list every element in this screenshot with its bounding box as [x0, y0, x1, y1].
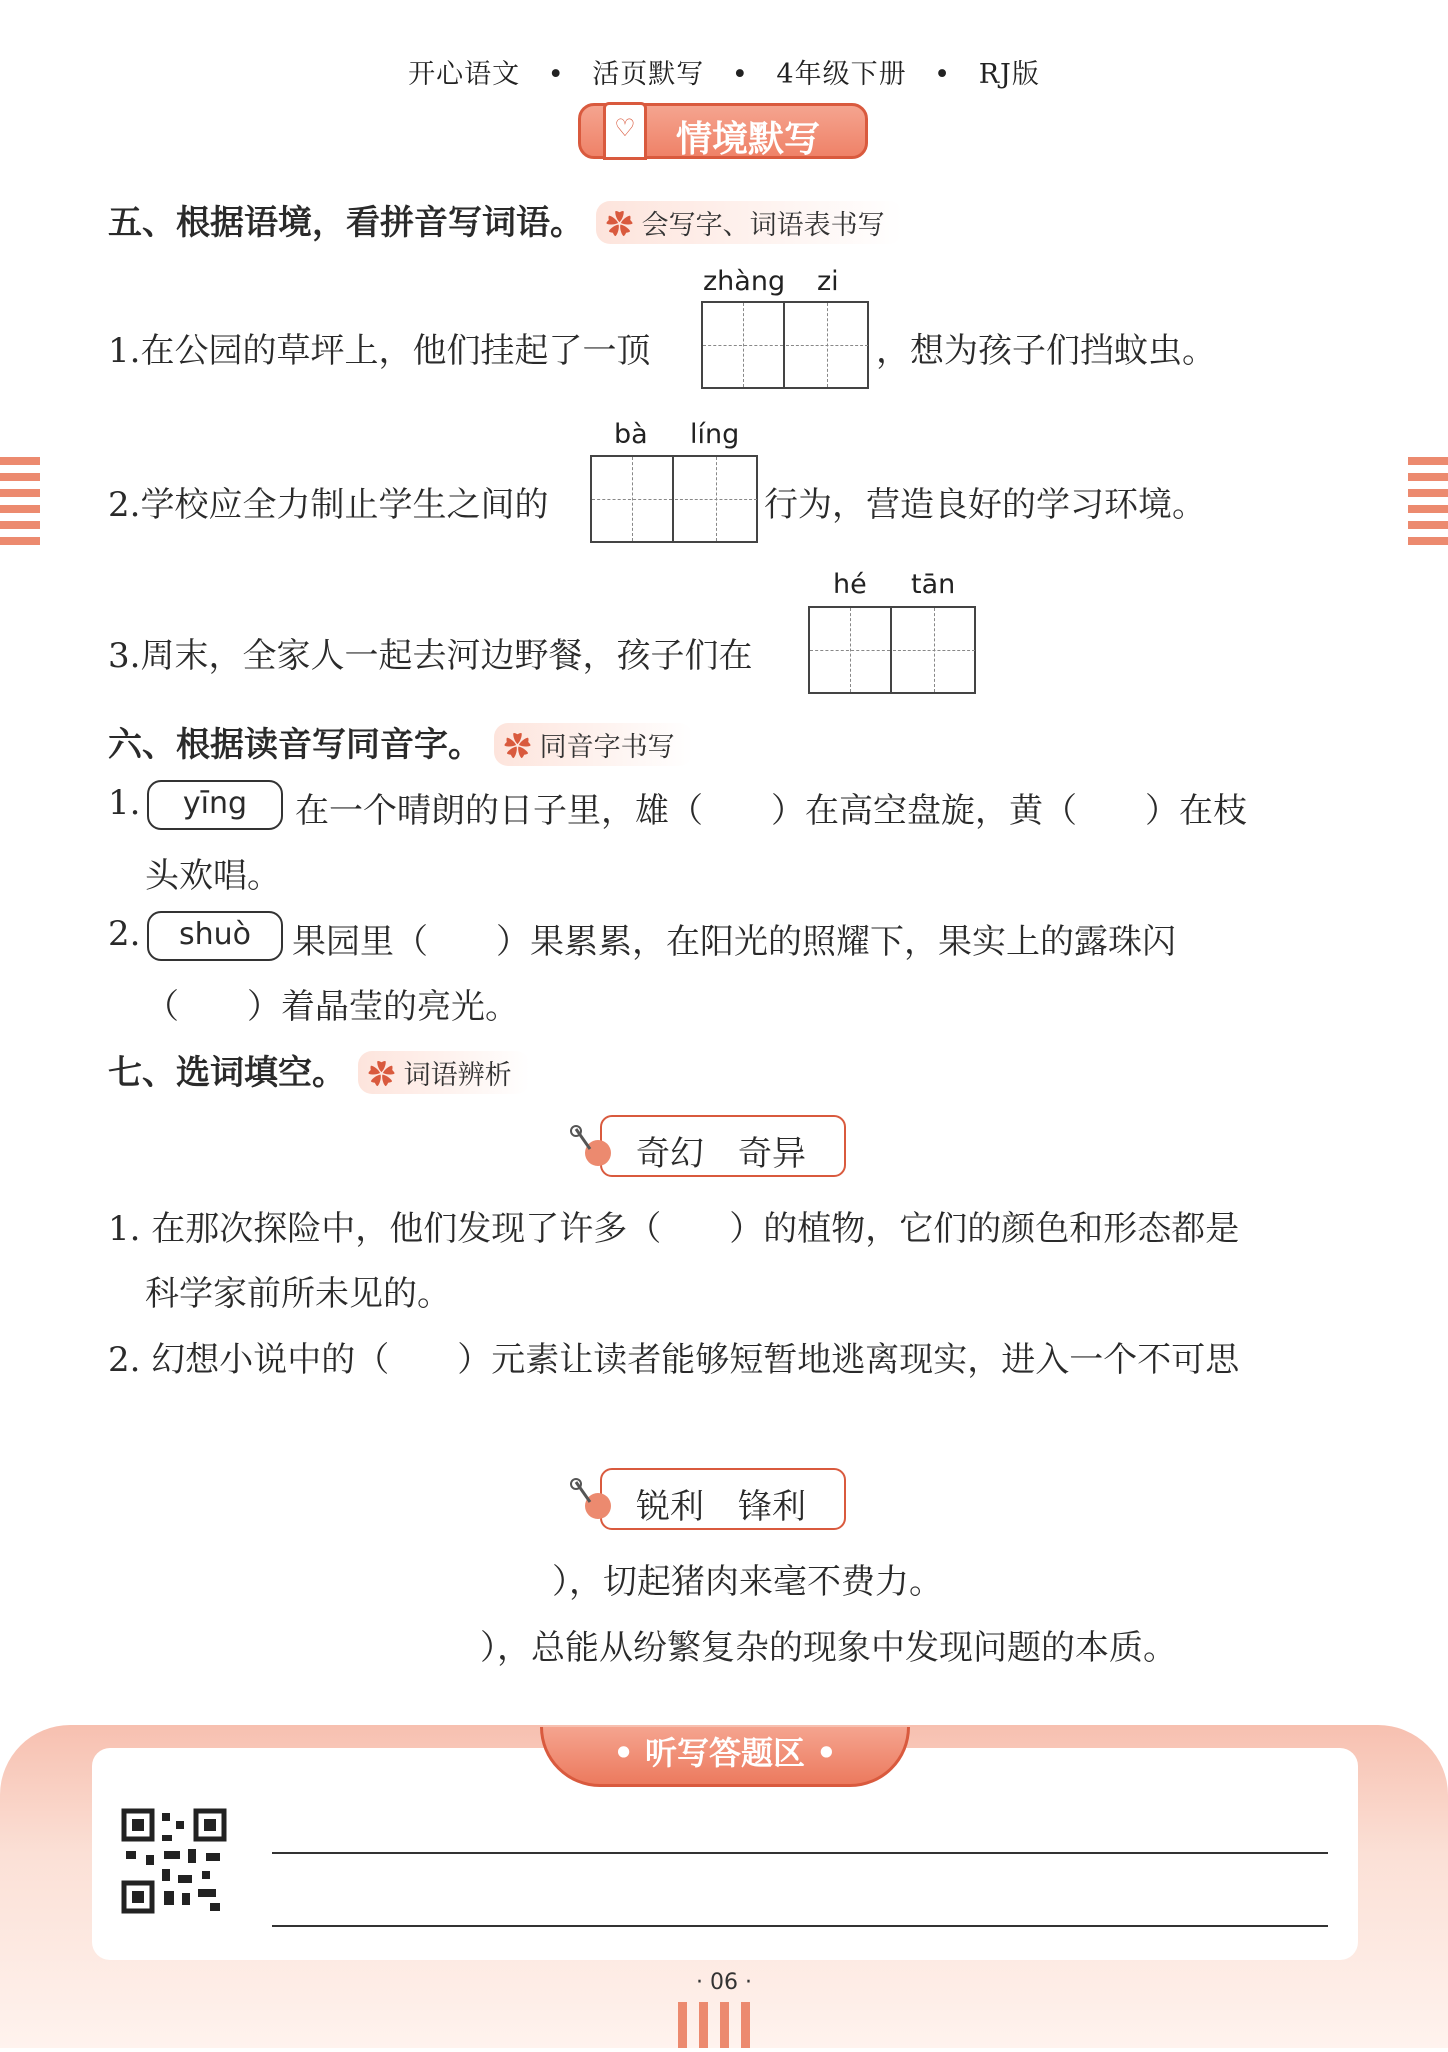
- question-text: （ ）着晶莹的亮光。: [145, 987, 519, 1027]
- pencil-bulb-icon: [568, 1476, 616, 1524]
- question-num: 2.: [108, 914, 141, 954]
- pinyin-label: zhàng: [703, 266, 786, 297]
- flower-icon: ✿: [368, 1060, 395, 1091]
- question-text: 2. 幻想小说中的（ ）元素让读者能够短暂地逃离现实，进入一个不可思: [108, 1340, 1240, 1380]
- section5-tag: ✿ 会写字、词语表书写: [596, 201, 903, 244]
- pinyin-label: tān: [911, 569, 956, 600]
- pinyin-pill: shuò: [147, 911, 283, 961]
- word-choices: 奇幻 奇异: [636, 1134, 806, 1174]
- section-banner: [578, 103, 868, 159]
- section6-tag: ✿ 同音字书写: [494, 723, 693, 766]
- pinyin-label: hé: [833, 569, 867, 600]
- pinyin-label: zi: [817, 266, 839, 297]
- question-text: 果园里（ ）果累累，在阳光的照耀下，果实上的露珠闪: [292, 922, 1176, 962]
- question-text: 3.周末，全家人一起去河边野餐，孩子们在: [108, 636, 753, 676]
- bottom-tab-bars: [678, 2002, 762, 2052]
- heart-book-icon: ♡: [603, 102, 647, 160]
- flower-icon: ✿: [504, 732, 531, 763]
- pencil-bulb-icon: [568, 1123, 616, 1171]
- page-number: · 06 ·: [696, 1970, 752, 1995]
- section7-title: 七、选词填空。 ✿ 词语辨析: [108, 1045, 530, 1094]
- question-text-after: ，想为孩子们挡蚊虫。: [876, 331, 1216, 371]
- answer-line[interactable]: [272, 1852, 1328, 1854]
- question-text-after: 行为，营造良好的学习环境。: [764, 485, 1206, 525]
- question-text: 1. 在那次探险中，他们发现了许多（ ）的植物，它们的颜色和形态都是: [108, 1209, 1240, 1249]
- question-text: 2.学校应全力制止学生之间的: [108, 485, 549, 525]
- flower-icon: ✿: [606, 210, 633, 241]
- book-title: 开心语文: [408, 59, 521, 90]
- word-choice-box: [600, 1115, 846, 1177]
- question-text: ），总能从纷繁复杂的现象中发现问题的本质。: [480, 1628, 1177, 1668]
- answer-line[interactable]: [272, 1925, 1328, 1927]
- section6-title: 六、根据读音写同音字。 ✿ 同音字书写: [108, 717, 693, 766]
- page-header: 开心语文 • 活页默写 • 4年级下册 • RJ版: [408, 59, 1040, 90]
- question-text: 头欢唱。: [145, 856, 281, 896]
- question-text: 科学家前所未见的。: [145, 1274, 451, 1314]
- qr-code-icon: [118, 1805, 230, 1917]
- writing-grid[interactable]: [590, 455, 758, 543]
- question-text: 1.在公园的草坪上，他们挂起了一顶: [108, 331, 651, 371]
- answer-area-tab: • 听写答题区 •: [540, 1727, 910, 1787]
- section7-tag: ✿ 词语辨析: [358, 1051, 530, 1094]
- question-text: 在一个晴朗的日子里，雄（ ）在高空盘旋，黄（ ）在枝: [295, 791, 1247, 831]
- pinyin-pill: yīng: [147, 780, 283, 830]
- writing-grid[interactable]: [808, 606, 976, 694]
- question-num: 1.: [108, 783, 141, 823]
- grade-label: 4年级下册: [776, 59, 907, 90]
- banner-title: 情境默写: [676, 119, 821, 160]
- word-choices: 锐利 锋利: [636, 1487, 806, 1527]
- question-text: ），切起猪肉来毫不费力。: [552, 1562, 943, 1602]
- writing-grid[interactable]: [701, 301, 869, 389]
- pinyin-label: bà: [614, 419, 648, 450]
- edition-label: RJ版: [978, 59, 1040, 90]
- word-choice-box: [600, 1468, 846, 1530]
- section5-title: 五、根据语境，看拼音写词语。 ✿ 会写字、词语表书写: [108, 195, 903, 244]
- series-title: 活页默写: [592, 59, 705, 90]
- pinyin-label: líng: [690, 419, 740, 450]
